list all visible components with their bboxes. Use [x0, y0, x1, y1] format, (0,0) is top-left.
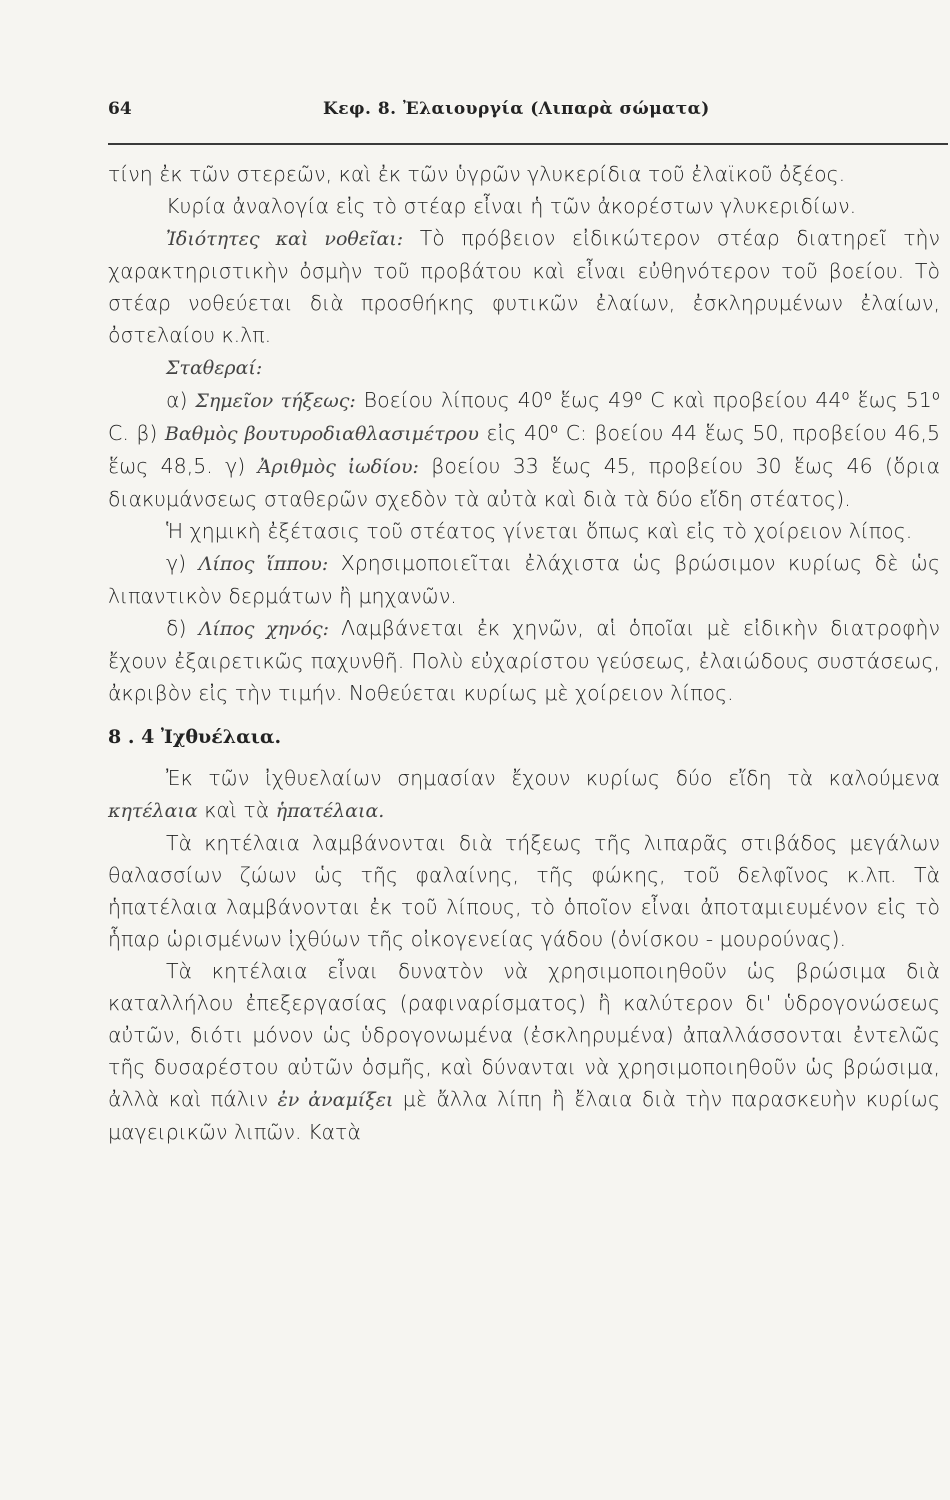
- running-head: Κεφ. 8. Ἐλαιουργία (Λιπαρὰ σώματα): [323, 99, 710, 119]
- melting-point-text: Βοείου λίπους 40⁰ ἕως 49⁰ C καὶ προβείου 44⁰ ἕως 51⁰ C. β): [108, 388, 941, 445]
- item-marker-a: α): [166, 388, 196, 412]
- paragraph-edible-use: [108, 955, 940, 1148]
- horse-fat-text: Χρησιμοποιεῖται ἐλάχιστα ὡς βρώσιμον κυρίως δὲ ὡς λιπαντικὸν δερμάτων ἢ μηχανῶν.: [108, 551, 940, 608]
- refractometer-label: Βαθμὸς βουτυροδιαθλασιμέτρου: [164, 423, 479, 445]
- in-mixture-term: ἐν ἀναμίξει: [277, 1089, 394, 1111]
- paragraph-1: τίνη ἐκ τῶν στερεῶν, καὶ ἐκ τῶν ὑγρῶν γλυκερίδια τοῦ ἐλαϊκοῦ ὀξέος.: [108, 162, 846, 186]
- paragraph-properties: [108, 222, 940, 351]
- paragraph-2: Κυρία ἀναλογία εἰς τὸ στέαρ εἶναι ἡ τῶν ἀκορέστων γλυκεριδίων.: [166, 194, 857, 218]
- properties-text: Τὸ πρόβειον εἰδικώτερον στέαρ διατηρεῖ τὴν χαρακτηριστικὴν ὀσμὴν τοῦ προβάτου καὶ εἶναι εὐθηνότερον τοῦ βοείου. Τὸ στέαρ νοθεύεται διὰ προσθήκης φυτικῶν ἐλαίων, ἐσκληρυμένων ἐλαίων, ὀστελαίου κ.λπ.: [108, 226, 940, 347]
- item-marker-d: δ): [166, 616, 199, 640]
- paragraph-whale-oils: Τὰ κητέλαια λαμβάνονται διὰ τήξεως τῆς λιπαρᾶς στιβάδος μεγάλων θαλασσίων ζώων ὡς τῆς φαλαίνης, τῆς φώκης, τοῦ δελφῖνος κ.λπ. Τὰ ἡπατέλαια λαμβάνονται ἐκ τοῦ λίπους, τὸ ὁποῖον εἶναι ἀποταμιευμένον εἰς τὸ ἧπαρ ὡρισμένων ἰχθύων τῆς οἰκογενείας γάδου (ὀνίσκου - μουρούνας).: [108, 831, 940, 951]
- page-header: [108, 99, 948, 131]
- item-marker-c: γ): [166, 551, 199, 575]
- whale-oils-term: κητέλαια: [108, 800, 198, 822]
- section-title: 8 . 4 Ἰχθυέλαια.: [108, 726, 282, 748]
- paragraph-chemical-exam: Ἡ χημικὴ ἐξέτασις τοῦ στέατος γίνεται ὅπως καὶ εἰς τὸ χοίρειον λίπος.: [166, 519, 913, 543]
- paragraph-fish-oils: [108, 762, 940, 827]
- body-text: [108, 158, 940, 1148]
- refractometer-text: εἰς 40⁰ C: βοείου 44 ἕως 50, προβείου 46,5 ἕως 48,5. γ): [108, 421, 941, 478]
- melting-point-label: Σημεῖον τήξεως:: [195, 390, 356, 412]
- properties-label: Ἰδιότητες καὶ νοθεῖαι:: [166, 228, 404, 250]
- paragraph-horse-fat: [108, 547, 940, 612]
- iodine-number-label: Ἀριθμὸς ἰωδίου:: [257, 456, 419, 478]
- paragraph-constants-heading: [108, 351, 940, 384]
- constants-label: Σταθεραί:: [166, 357, 263, 379]
- goose-fat-label: Λίπος χηνός:: [198, 618, 330, 640]
- header-rule: [108, 143, 948, 145]
- edible-use-text-1: Τὰ κητέλαια εἶναι δυνατὸν νὰ χρησιμοποιηθοῦν ὡς βρώσιμα διὰ καταλλήλου ἐπεξεργασίας (ραφιναρίσματος) ἢ καλύτερον δι' ὑδρογονώσεως αὐτῶν, διότι μόνον ὡς ὑδρογονωμένα (ἐσκληρυμένα) ἀπαλλάσσονται ἐντελῶς τῆς δυσαρέστου αὐτῶν ὀσμῆς, καὶ δύνανται νὰ χρησιμοποιηθοῦν ὡς βρώσιμα, ἀλλὰ καὶ πάλιν: [108, 959, 940, 1111]
- fish-oils-text-2: καὶ τὰ: [197, 798, 276, 822]
- edible-use-text-2: μὲ ἄλλα λίπη ἢ ἔλαια διὰ τὴν παρασκευὴν κυρίως μαγειρικῶν λιπῶν. Κατὰ: [108, 1087, 941, 1144]
- goose-fat-text: Λαμβάνεται ἐκ χηνῶν, αἱ ὁποῖαι μὲ εἰδικὴν διατροφὴν ἔχουν ἐξαιρετικῶς παχυνθῆ. Πολὺ εὐχαρίστου γεύσεως, ἐλαιώδους συστάσεως, ἀκριβὸν εἰς τὴν τιμήν. Νοθεύεται κυρίως μὲ χοίρειον λίπος.: [108, 616, 940, 705]
- fish-oils-text-1: Ἐκ τῶν ἰχθυελαίων σημασίαν ἔχουν κυρίως δύο εἴδη τὰ καλούμενα: [166, 766, 940, 790]
- liver-oils-term: ἡπατέλαια.: [275, 800, 385, 822]
- iodine-number-text: βοείου 33 ἕως 45, προβείου 30 ἕως 46 (ὅρια διακυμάνσεως σταθερῶν σχεδὸν τὰ αὐτὰ καὶ διὰ τὰ δύο εἴδη στέατος).: [108, 454, 940, 511]
- paragraph-constants: [108, 384, 940, 515]
- horse-fat-label: Λίπος ἵππου:: [198, 553, 329, 575]
- page-number: 64: [108, 99, 132, 119]
- paragraph-goose-fat: [108, 612, 940, 709]
